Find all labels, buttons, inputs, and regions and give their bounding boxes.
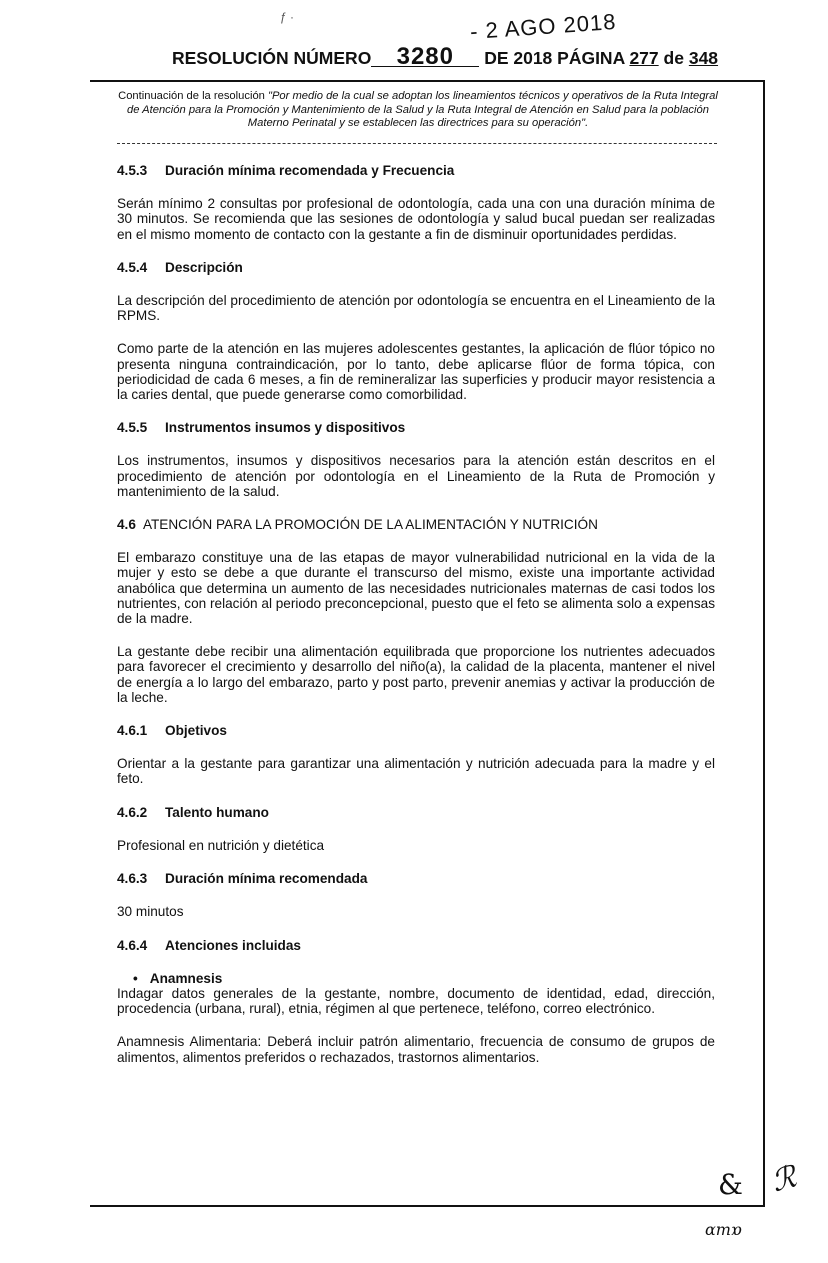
section-heading	[117, 723, 715, 738]
section-number: 4.6.1	[117, 723, 148, 739]
section-heading	[117, 163, 715, 178]
resolution-header	[172, 43, 719, 70]
header-prefix: RESOLUCIÓN NÚMERO	[172, 48, 372, 68]
section-title: Duración mínima recomendada y Frecuencia	[165, 163, 455, 178]
section-number: 4.6.2	[117, 804, 148, 820]
handwritten-initial: ℛ	[767, 1159, 801, 1200]
paragraph: La descripción del procedimiento de atención por odontología se encuentra en el Lineamiento de la RPMS.	[117, 293, 715, 324]
handwritten-signature: ɑmɒ	[705, 1220, 742, 1239]
section-title: Objetivos	[165, 723, 227, 739]
paragraph: La gestante debe recibir una alimentación equilibrada que proporcione los nutrientes adecuados para favorecer el crecimiento y desarrollo del niño(a), la calidad de la placenta, mantener el nivel de energía a lo largo del embarazo, parto y post parto, prevenir anemias y activar la producción de la leche.	[117, 644, 715, 705]
date-stamp: - 2 AGO 2018	[469, 8, 618, 45]
paragraph: 30 minutos	[117, 904, 184, 920]
paragraph: Anamnesis Alimentaria: Deberá incluir patrón alimentario, frecuencia de consumo de grupos de alimentos, alimentos preferidos o rechazados, trastornos alimentarios.	[117, 1034, 715, 1065]
section-heading	[117, 420, 715, 435]
frame-right	[763, 80, 765, 1206]
section-number: 4.6.3	[117, 871, 148, 887]
paragraph: Serán mínimo 2 consultas por profesional de odontología, cada una con una duración mínima de 30 minutos. Se recomienda que las sesiones de odontología y salud bucal puedan ser realizadas en el mismo momento de contacto con la gestante a fin de disminuir oportunidades perdidas.	[117, 196, 715, 242]
section-heading	[117, 805, 715, 820]
section-title: Instrumentos insumos y dispositivos	[165, 420, 406, 436]
stamp-mark: ƒ ·	[280, 10, 295, 24]
section-title: Talento humano	[165, 804, 269, 820]
resolution-number: 3280	[371, 48, 479, 67]
paragraph: El embarazo constituye una de las etapas de mayor vulnerabilidad nutricional en la vida de la mujer y esto se debe a que durante el transcurso del mismo, existe una importante actividad anabólica que determina un aumento de las necesidades nutricionales maternas de casi todos los nutrientes, con relación al periodo preconcepcional, puesto que el feto se alimenta solo a expensas de la madre.	[117, 550, 715, 627]
bullet-heading	[117, 971, 715, 986]
bullet-icon: •	[133, 970, 138, 986]
section-title: Duración mínima recomendada	[165, 871, 368, 887]
paragraph: Orientar a la gestante para garantizar una alimentación y nutrición adecuada para la madre y el feto.	[117, 756, 715, 787]
bullet-title: Anamnesis	[149, 970, 223, 986]
section-title: ATENCIÓN PARA LA PROMOCIÓN DE LA ALIMENTACIÓN Y NUTRICIÓN	[142, 517, 598, 533]
paragraph: Como parte de la atención en las mujeres adolescentes gestantes, la aplicación de flúor tópico no presenta ninguna contraindicación, por lo tanto, debe aplicarse flúor de forma tópica, con periodicidad de cada 6 meses, a fin de remineralizar las superficies y producir mayor resistencia a la caries dental, que puede generarse como comorbilidad.	[117, 341, 715, 403]
section-number: 4.6	[117, 517, 136, 533]
handwritten-initial: &	[718, 1168, 743, 1201]
section-number: 4.5.4	[117, 259, 148, 275]
section-number: 4.5.3	[117, 163, 148, 178]
frame-bottom	[90, 1205, 765, 1207]
section-title: Descripción	[165, 259, 243, 275]
section-title: Atenciones incluidas	[165, 937, 301, 953]
paragraph: Indagar datos generales de la gestante, nombre, documento de identidad, edad, dirección, procedencia (urbana, rural), etnia, régimen al que pertenece, teléfono, correo electrónico.	[117, 985, 715, 1017]
subtitle-lead: Continuación de la resolución	[118, 90, 268, 102]
document-body	[117, 163, 715, 1083]
resolution-subtitle	[118, 90, 718, 131]
page-total: 348	[688, 48, 719, 68]
frame-top	[90, 80, 765, 82]
paragraph: Los instrumentos, insumos y dispositivos necesarios para la atención están descritos en el procedimiento de atención por odontología en el Lineamiento de la Ruta de Promoción y mantenimiento de la salud.	[117, 453, 715, 499]
section-heading	[117, 260, 715, 275]
dashed-divider	[117, 143, 717, 144]
header-of: de	[663, 48, 684, 68]
section-number: 4.5.5	[117, 420, 148, 436]
section-number: 4.6.4	[117, 937, 148, 953]
section-heading	[117, 871, 715, 886]
chapter-heading	[117, 517, 715, 532]
header-middle: DE 2018 PÁGINA	[484, 48, 625, 68]
paragraph: Profesional en nutrición y dietética	[117, 837, 325, 853]
subtitle-quote: "Por medio de la cual se adoptan los lineamientos técnicos y operativos de la Ruta Integral de Atención para la Promoción y Mantenimiento de la Salud y la Ruta Integral de Atención en Salud para la población Materno Perinatal y se establecen las directrices para su operación".	[127, 90, 718, 129]
page-number: 277	[629, 48, 659, 68]
section-heading	[117, 938, 715, 953]
